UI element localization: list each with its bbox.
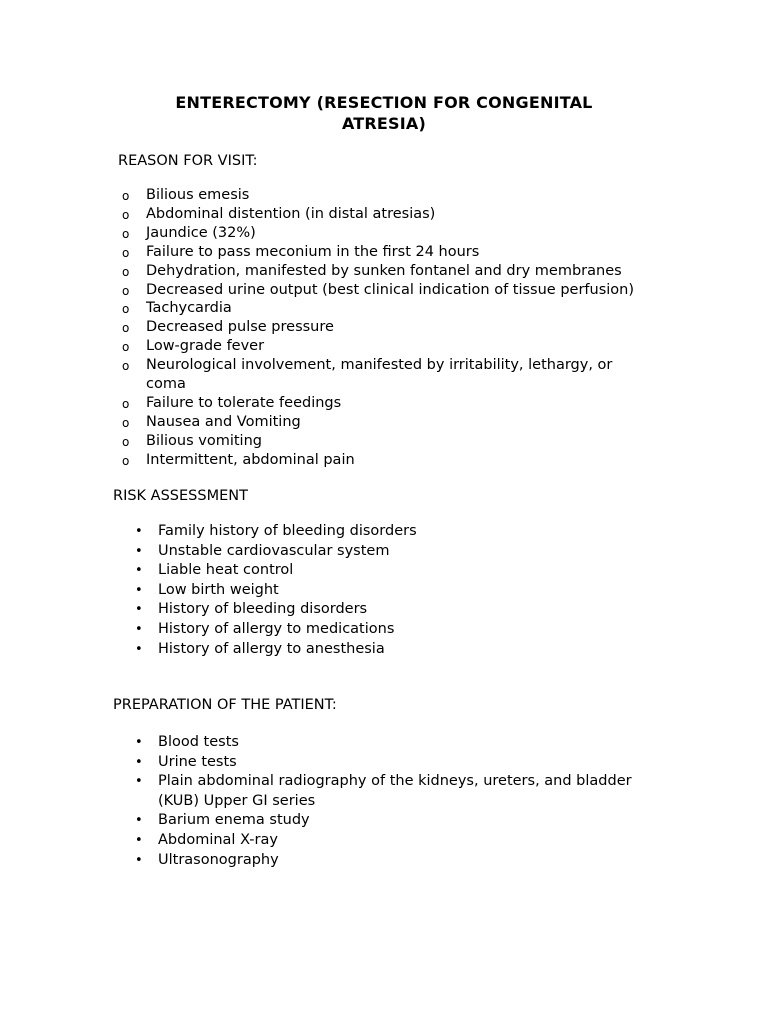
disc-bullet-icon: •	[135, 621, 143, 637]
list-item: o Bilious vomiting	[122, 432, 634, 451]
list-item: o Failure to tolerate feedings	[122, 394, 634, 413]
list-item: o Jaundice (32%)	[122, 224, 634, 243]
list-item: o Decreased pulse pressure	[122, 318, 634, 337]
list-item: o Low-grade fever	[122, 337, 634, 356]
list-item: o Decreased urine output (best clinical indication of tissue perfusion)	[122, 281, 634, 300]
disc-bullet-icon: •	[135, 602, 143, 618]
risk-heading: RISK ASSESSMENT	[113, 488, 248, 504]
risk-list	[133, 522, 417, 659]
list-item: • Plain abdominal radiography of the kidneys, ureters, and bladder (KUB) Upper GI series	[133, 772, 632, 811]
circle-bullet-icon: o	[122, 283, 130, 298]
disc-bullet-icon: •	[135, 735, 143, 750]
list-item: • Liable heat control	[133, 561, 417, 581]
list-item: o Tachycardia	[122, 299, 634, 318]
prep-heading: PREPARATION OF THE PATIENT:	[113, 697, 337, 713]
disc-bullet-icon: •	[135, 754, 143, 770]
list-item-wrap: coma	[146, 376, 186, 393]
list-item: • Unstable cardiovascular system	[133, 542, 417, 562]
disc-bullet-icon: •	[135, 524, 143, 539]
prep-list	[133, 733, 632, 870]
circle-bullet-icon: o	[122, 453, 130, 468]
disc-bullet-icon: •	[135, 832, 143, 848]
circle-bullet-icon: o	[122, 207, 130, 222]
list-item: • Urine tests	[133, 753, 632, 773]
circle-bullet-icon: o	[122, 321, 130, 336]
circle-bullet-icon: o	[122, 302, 130, 317]
disc-bullet-icon: •	[135, 563, 143, 579]
list-item: o Neurological involvement, manifested by irritability, lethargy, or coma	[122, 356, 634, 394]
list-item: • Ultrasonography	[133, 851, 632, 871]
circle-bullet-icon: o	[122, 245, 130, 260]
list-item: o Abdominal distention (in distal atresias)	[122, 205, 634, 224]
list-item: • Abdominal X-ray	[133, 831, 632, 851]
circle-bullet-icon: o	[122, 226, 130, 241]
list-item: • History of bleeding disorders	[133, 600, 417, 620]
circle-bullet-icon: o	[122, 189, 130, 203]
list-item: • History of allergy to medications	[133, 620, 417, 640]
list-item: • History of allergy to anesthesia	[133, 640, 417, 660]
disc-bullet-icon: •	[135, 582, 143, 598]
disc-bullet-icon: •	[135, 543, 143, 559]
list-item: • Barium enema study	[133, 811, 632, 831]
list-item: • Blood tests	[133, 733, 632, 753]
document-title	[120, 92, 648, 134]
circle-bullet-icon: o	[122, 340, 130, 355]
title-line-2: ATRESIA)	[341, 114, 427, 133]
title-line-1: ENTERECTOMY (RESECTION FOR CONGENITAL	[175, 93, 593, 112]
circle-bullet-icon: o	[122, 434, 130, 449]
list-item: • Family history of bleeding disorders	[133, 522, 417, 542]
circle-bullet-icon: o	[122, 264, 130, 279]
disc-bullet-icon: •	[135, 852, 143, 868]
disc-bullet-icon: •	[135, 641, 143, 657]
list-item: o Failure to pass meconium in the first 24 hours	[122, 243, 634, 262]
list-item: o Dehydration, manifested by sunken fontanel and dry membranes	[122, 262, 634, 281]
disc-bullet-icon: •	[135, 813, 143, 829]
list-item: • Low birth weight	[133, 581, 417, 601]
disc-bullet-icon: •	[135, 774, 143, 790]
circle-bullet-icon: o	[122, 396, 130, 411]
list-item: o Intermittent, abdominal pain	[122, 451, 634, 470]
list-item: o Bilious emesis	[122, 186, 634, 205]
circle-bullet-icon: o	[122, 359, 130, 374]
list-item: o Nausea and Vomiting	[122, 413, 634, 432]
reason-heading: REASON FOR VISIT:	[118, 153, 258, 169]
list-item-wrap: (KUB) Upper GI series	[158, 792, 316, 809]
circle-bullet-icon: o	[122, 415, 130, 430]
reason-list	[122, 186, 634, 470]
